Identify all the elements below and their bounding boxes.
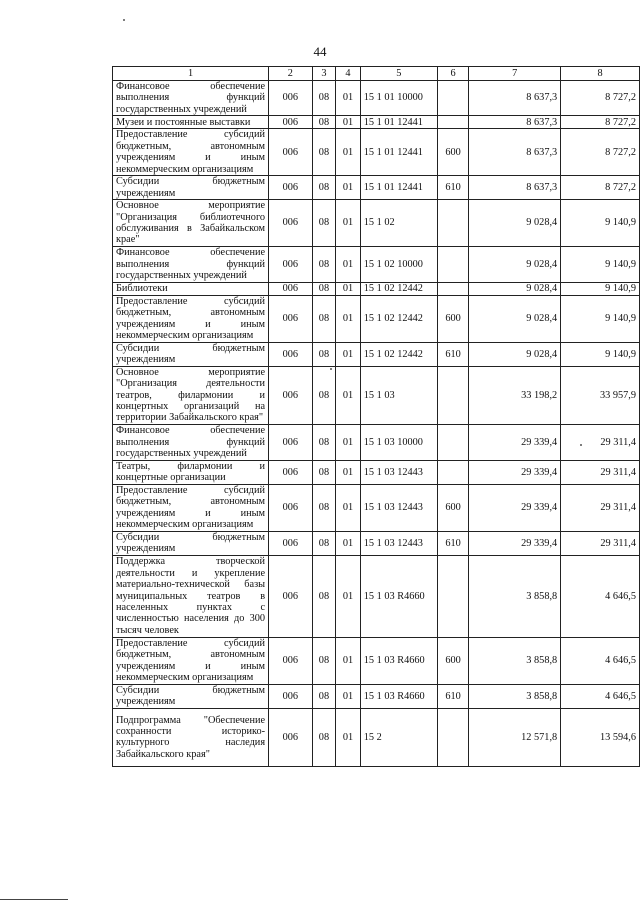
row-expense-type-cell: 600 [437,129,468,176]
row-name-cell: Субсидии бюджетным учреждениям [113,342,269,366]
row-grbs-cell: 006 [269,366,313,424]
row-amount-year2-cell: 8 727,2 [561,176,640,200]
row-section-cell: 08 [312,484,336,531]
row-amount-year2-cell: 8 727,2 [561,116,640,129]
row-section-cell: 08 [312,129,336,176]
table-row [113,246,640,282]
row-amount-year2-cell: 8 727,2 [561,129,640,176]
column-header: 8 [561,67,640,81]
row-amount-year2-cell: 9 140,9 [561,282,640,295]
row-amount-year2-cell: 9 140,9 [561,200,640,247]
row-expense-type-cell: 600 [437,295,468,342]
row-expense-type-cell [437,424,468,460]
row-expense-type-cell: 610 [437,684,468,708]
column-header: 2 [269,67,313,81]
row-subsection-cell: 01 [336,484,361,531]
row-subsection-cell: 01 [336,424,361,460]
row-expense-type-cell [437,246,468,282]
row-expense-type-cell: 600 [437,484,468,531]
row-amount-year2-cell: 9 140,9 [561,295,640,342]
row-grbs-cell: 006 [269,484,313,531]
row-subsection-cell: 01 [336,295,361,342]
row-amount-year2-cell: 4 646,5 [561,637,640,684]
row-amount-year1-cell: 8 637,3 [469,81,561,116]
row-subsection-cell: 01 [336,176,361,200]
row-amount-year2-cell: 4 646,5 [561,684,640,708]
row-section-cell: 08 [312,531,336,555]
row-section-cell: 08 [312,684,336,708]
scan-speck [123,19,125,21]
table-row [113,282,640,295]
row-target-article-cell: 15 1 03 R4660 [360,684,437,708]
row-amount-year1-cell: 9 028,4 [469,295,561,342]
row-name-cell: Предоставление субсидий бюджетным, автономным учреждениям и иным некоммерческим организациям [113,129,269,176]
row-name-cell: Финансовое обеспечение выполнения функций государственных учреждений [113,81,269,116]
row-amount-year1-cell: 12 571,8 [469,708,561,766]
column-header: 3 [312,67,336,81]
column-header: 6 [437,67,468,81]
row-subsection-cell: 01 [336,637,361,684]
row-amount-year1-cell: 8 637,3 [469,129,561,176]
row-name-cell: Субсидии бюджетным учреждениям [113,684,269,708]
column-header: 5 [360,67,437,81]
row-subsection-cell: 01 [336,282,361,295]
row-target-article-cell: 15 1 01 12441 [360,176,437,200]
row-name-cell: Субсидии бюджетным учреждениям [113,176,269,200]
row-expense-type-cell: 610 [437,342,468,366]
table-row [113,708,640,766]
row-amount-year1-cell: 33 198,2 [469,366,561,424]
row-target-article-cell: 15 1 01 12441 [360,129,437,176]
row-target-article-cell: 15 1 03 [360,366,437,424]
scan-speck [330,368,332,370]
row-name-cell: Предоставление субсидий бюджетным, автономным учреждениям и иным некоммерческим организациям [113,484,269,531]
row-amount-year2-cell: 33 957,9 [561,366,640,424]
row-section-cell: 08 [312,460,336,484]
row-expense-type-cell [437,366,468,424]
table-row [113,460,640,484]
row-amount-year1-cell: 29 339,4 [469,531,561,555]
row-section-cell: 08 [312,295,336,342]
row-subsection-cell: 01 [336,246,361,282]
row-amount-year2-cell: 29 311,4 [561,484,640,531]
column-header: 1 [113,67,269,81]
row-amount-year1-cell: 3 858,8 [469,555,561,637]
row-subsection-cell: 01 [336,81,361,116]
row-subsection-cell: 01 [336,366,361,424]
row-expense-type-cell [437,116,468,129]
row-name-cell: Субсидии бюджетным учреждениям [113,531,269,555]
row-grbs-cell: 006 [269,531,313,555]
table-row [113,637,640,684]
row-name-cell: Музеи и постоянные выставки [113,116,269,129]
row-target-article-cell: 15 1 03 R4660 [360,555,437,637]
row-section-cell: 08 [312,246,336,282]
row-section-cell: 08 [312,81,336,116]
row-amount-year1-cell: 3 858,8 [469,637,561,684]
row-subsection-cell: 01 [336,555,361,637]
row-grbs-cell: 006 [269,246,313,282]
row-target-article-cell: 15 1 03 R4660 [360,637,437,684]
row-target-article-cell: 15 1 03 12443 [360,460,437,484]
row-amount-year2-cell: 29 311,4 [561,424,640,460]
row-subsection-cell: 01 [336,200,361,247]
row-target-article-cell: 15 1 02 12442 [360,295,437,342]
row-target-article-cell: 15 1 01 12441 [360,116,437,129]
row-amount-year1-cell: 9 028,4 [469,282,561,295]
row-amount-year1-cell: 29 339,4 [469,424,561,460]
row-amount-year2-cell: 9 140,9 [561,246,640,282]
table-row [113,342,640,366]
row-grbs-cell: 006 [269,342,313,366]
row-grbs-cell: 006 [269,708,313,766]
row-expense-type-cell [437,81,468,116]
row-grbs-cell: 006 [269,424,313,460]
row-amount-year1-cell: 29 339,4 [469,460,561,484]
budget-table [112,66,640,767]
row-section-cell: 08 [312,282,336,295]
table-row [113,81,640,116]
row-expense-type-cell [437,282,468,295]
table-row [113,424,640,460]
table-row [113,129,640,176]
row-expense-type-cell [437,200,468,247]
row-section-cell: 08 [312,424,336,460]
row-section-cell: 08 [312,637,336,684]
table-row [113,484,640,531]
row-expense-type-cell: 600 [437,637,468,684]
row-section-cell: 08 [312,708,336,766]
row-amount-year2-cell: 9 140,9 [561,342,640,366]
table-row [113,684,640,708]
row-amount-year2-cell: 29 311,4 [561,460,640,484]
table-row [113,295,640,342]
row-target-article-cell: 15 1 03 12443 [360,484,437,531]
row-amount-year2-cell: 29 311,4 [561,531,640,555]
row-target-article-cell: 15 1 02 12442 [360,282,437,295]
scan-speck [580,444,582,446]
row-target-article-cell: 15 1 02 12442 [360,342,437,366]
row-subsection-cell: 01 [336,342,361,366]
row-amount-year1-cell: 8 637,3 [469,176,561,200]
row-name-cell: Финансовое обеспечение выполнения функций государственных учреждений [113,246,269,282]
row-subsection-cell: 01 [336,684,361,708]
page-number: 44 [313,44,327,59]
row-expense-type-cell [437,460,468,484]
row-subsection-cell: 01 [336,129,361,176]
row-target-article-cell: 15 1 03 10000 [360,424,437,460]
row-subsection-cell: 01 [336,116,361,129]
table-body [113,81,640,767]
row-expense-type-cell: 610 [437,531,468,555]
row-target-article-cell: 15 2 [360,708,437,766]
row-section-cell: 08 [312,116,336,129]
row-subsection-cell: 01 [336,460,361,484]
row-grbs-cell: 006 [269,129,313,176]
row-expense-type-cell [437,708,468,766]
row-name-cell: Поддержка творческой деятельности и укрепление материально-технической базы муниципальных театров в населенных пунктах с численностью населения до 300 тысяч человек [113,555,269,637]
row-target-article-cell: 15 1 01 10000 [360,81,437,116]
row-section-cell: 08 [312,366,336,424]
row-section-cell: 08 [312,342,336,366]
table-header-row [113,67,640,81]
table-row [113,555,640,637]
row-target-article-cell: 15 1 02 [360,200,437,247]
row-subsection-cell: 01 [336,708,361,766]
row-amount-year1-cell: 3 858,8 [469,684,561,708]
table-row [113,176,640,200]
table-row [113,116,640,129]
row-name-cell: Театры, филармонии и концертные организации [113,460,269,484]
row-grbs-cell: 006 [269,282,313,295]
row-amount-year2-cell: 4 646,5 [561,555,640,637]
row-name-cell: Предоставление субсидий бюджетным, автономным учреждениям и иным некоммерческим организациям [113,295,269,342]
row-amount-year1-cell: 9 028,4 [469,246,561,282]
row-section-cell: 08 [312,200,336,247]
row-expense-type-cell: 610 [437,176,468,200]
row-grbs-cell: 006 [269,81,313,116]
row-subsection-cell: 01 [336,531,361,555]
row-target-article-cell: 15 1 02 10000 [360,246,437,282]
row-name-cell: Библиотеки [113,282,269,295]
row-grbs-cell: 006 [269,637,313,684]
row-amount-year1-cell: 8 637,3 [469,116,561,129]
row-grbs-cell: 006 [269,176,313,200]
row-name-cell: Подпрограмма "Обеспечение сохранности историко-культурного наследия Забайкальского края" [113,708,269,766]
table-row [113,200,640,247]
scan-edge-line [0,899,68,900]
column-header: 7 [469,67,561,81]
row-grbs-cell: 006 [269,295,313,342]
row-name-cell: Основное мероприятие "Организация библиотечного обслуживания в Забайкальском крае" [113,200,269,247]
row-section-cell: 08 [312,555,336,637]
row-grbs-cell: 006 [269,116,313,129]
row-name-cell: Основное мероприятие "Организация деятельности театров, филармонии и концертных организаций на территории Забайкальского края" [113,366,269,424]
row-expense-type-cell [437,555,468,637]
row-amount-year2-cell: 8 727,2 [561,81,640,116]
row-grbs-cell: 006 [269,684,313,708]
table-row [113,366,640,424]
row-target-article-cell: 15 1 03 12443 [360,531,437,555]
row-grbs-cell: 006 [269,200,313,247]
table-row [113,531,640,555]
row-grbs-cell: 006 [269,555,313,637]
row-amount-year1-cell: 29 339,4 [469,484,561,531]
row-name-cell: Предоставление субсидий бюджетным, автономным учреждениям и иным некоммерческим организациям [113,637,269,684]
row-amount-year1-cell: 9 028,4 [469,342,561,366]
row-grbs-cell: 006 [269,460,313,484]
row-amount-year1-cell: 9 028,4 [469,200,561,247]
row-section-cell: 08 [312,176,336,200]
row-name-cell: Финансовое обеспечение выполнения функций государственных учреждений [113,424,269,460]
column-header: 4 [336,67,361,81]
row-amount-year2-cell: 13 594,6 [561,708,640,766]
